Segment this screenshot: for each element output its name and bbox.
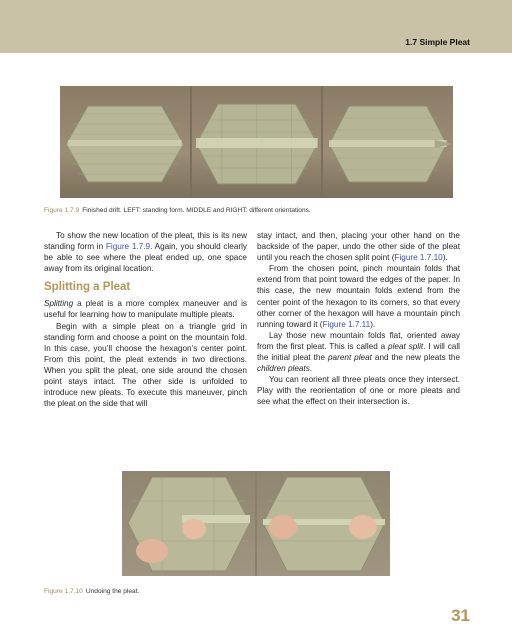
folded-hexagon-image	[60, 86, 190, 198]
hands-folding-image	[122, 471, 255, 576]
page-number: 31	[451, 606, 470, 625]
paragraph	[257, 263, 460, 330]
text-run: . Again, you should clearly be able to see where the pleat ended up, one space away from its original location.	[44, 242, 248, 274]
italic-term: parent pleat	[328, 353, 372, 363]
text-run: stay intact, and then, placing your other hand on the backside of the paper, undo the other side of the pleat until you reach the chosen split point (	[257, 231, 460, 263]
section-heading: Splitting a Pleat	[44, 281, 131, 294]
photo-undoing-pleat-right	[257, 471, 390, 576]
text-run: a pleat is a more complex maneuver and is useful for learning how to manipulate multiple pleats.	[44, 299, 247, 320]
right-column	[257, 230, 460, 408]
text-run: ).	[442, 253, 448, 263]
figure-caption-bottom	[44, 587, 139, 596]
figure-number: Figure 1.7.10	[44, 588, 83, 595]
figure-number: Figure 1.7.9	[44, 207, 80, 214]
paragraph	[44, 298, 247, 320]
figure-1-7-10	[122, 471, 390, 576]
paragraph	[44, 230, 247, 274]
text-run: . I will call the initial pleat the	[257, 341, 461, 363]
photo-orientation-middle	[192, 86, 322, 198]
text-run: ).	[370, 319, 376, 329]
figure-link[interactable]: Figure 1.7.10	[394, 253, 443, 263]
figure-1-7-9	[60, 86, 453, 198]
text-run: To show the new location of the pleat, this is its new standing form in	[44, 231, 247, 252]
photo-undoing-pleat-left	[122, 471, 255, 576]
text-run: .	[309, 364, 313, 374]
text-run: and the new pleats the	[371, 353, 461, 363]
photo-standing-form	[60, 86, 190, 198]
folded-hexagon-image	[192, 86, 322, 198]
folded-hexagon-image	[323, 86, 453, 198]
italic-term: children pleats	[257, 364, 310, 374]
photo-orientation-right	[323, 86, 453, 198]
paragraph: You can reorient all three pleats once they intersect. Play with the reorientation of one or more pleats and see what the effect on their intersection is.	[257, 375, 460, 407]
left-column	[44, 230, 247, 409]
figure-caption-top	[44, 206, 311, 215]
italic-term: pleat split	[388, 341, 424, 351]
caption-text: Finished drift. LEFT: standing form. MIDDLE and RIGHT: different orientations.	[82, 207, 311, 214]
paragraph: Begin with a simple pleat on a triangle grid in standing form and choose a point on the mountain fold. In this case, you’ll choose the hexagon’s center point. From this point, the pleat extends in two directions. When you split the pleat, one side around the chosen point stays intact. The other side is unfolded to introduce new pleats. To execute this maneuver, pinch the pleat on the side that will	[44, 321, 247, 409]
text-run: From the chosen point, pinch mountain folds that extend from that point toward the edges of the paper. In this case, the new mountain folds extend from the center point of the hexagon to its corners, so that every other corner of the hexagon will have a mountain pinch running toward it (	[257, 264, 460, 329]
paragraph	[257, 330, 460, 374]
figure-link[interactable]: Figure 1.7.11	[322, 319, 371, 329]
caption-text: Undoing the pleat.	[85, 588, 140, 595]
text-run: Lay those new mountain folds flat, oriented away from the first pleat. This is called a	[257, 330, 460, 351]
figure-link[interactable]: Figure 1.7.9	[105, 242, 151, 252]
running-head: 1.7 Simple Pleat	[405, 37, 470, 47]
italic-term: Splitting	[44, 299, 74, 309]
paragraph	[257, 230, 460, 263]
hands-folding-image	[257, 471, 390, 576]
